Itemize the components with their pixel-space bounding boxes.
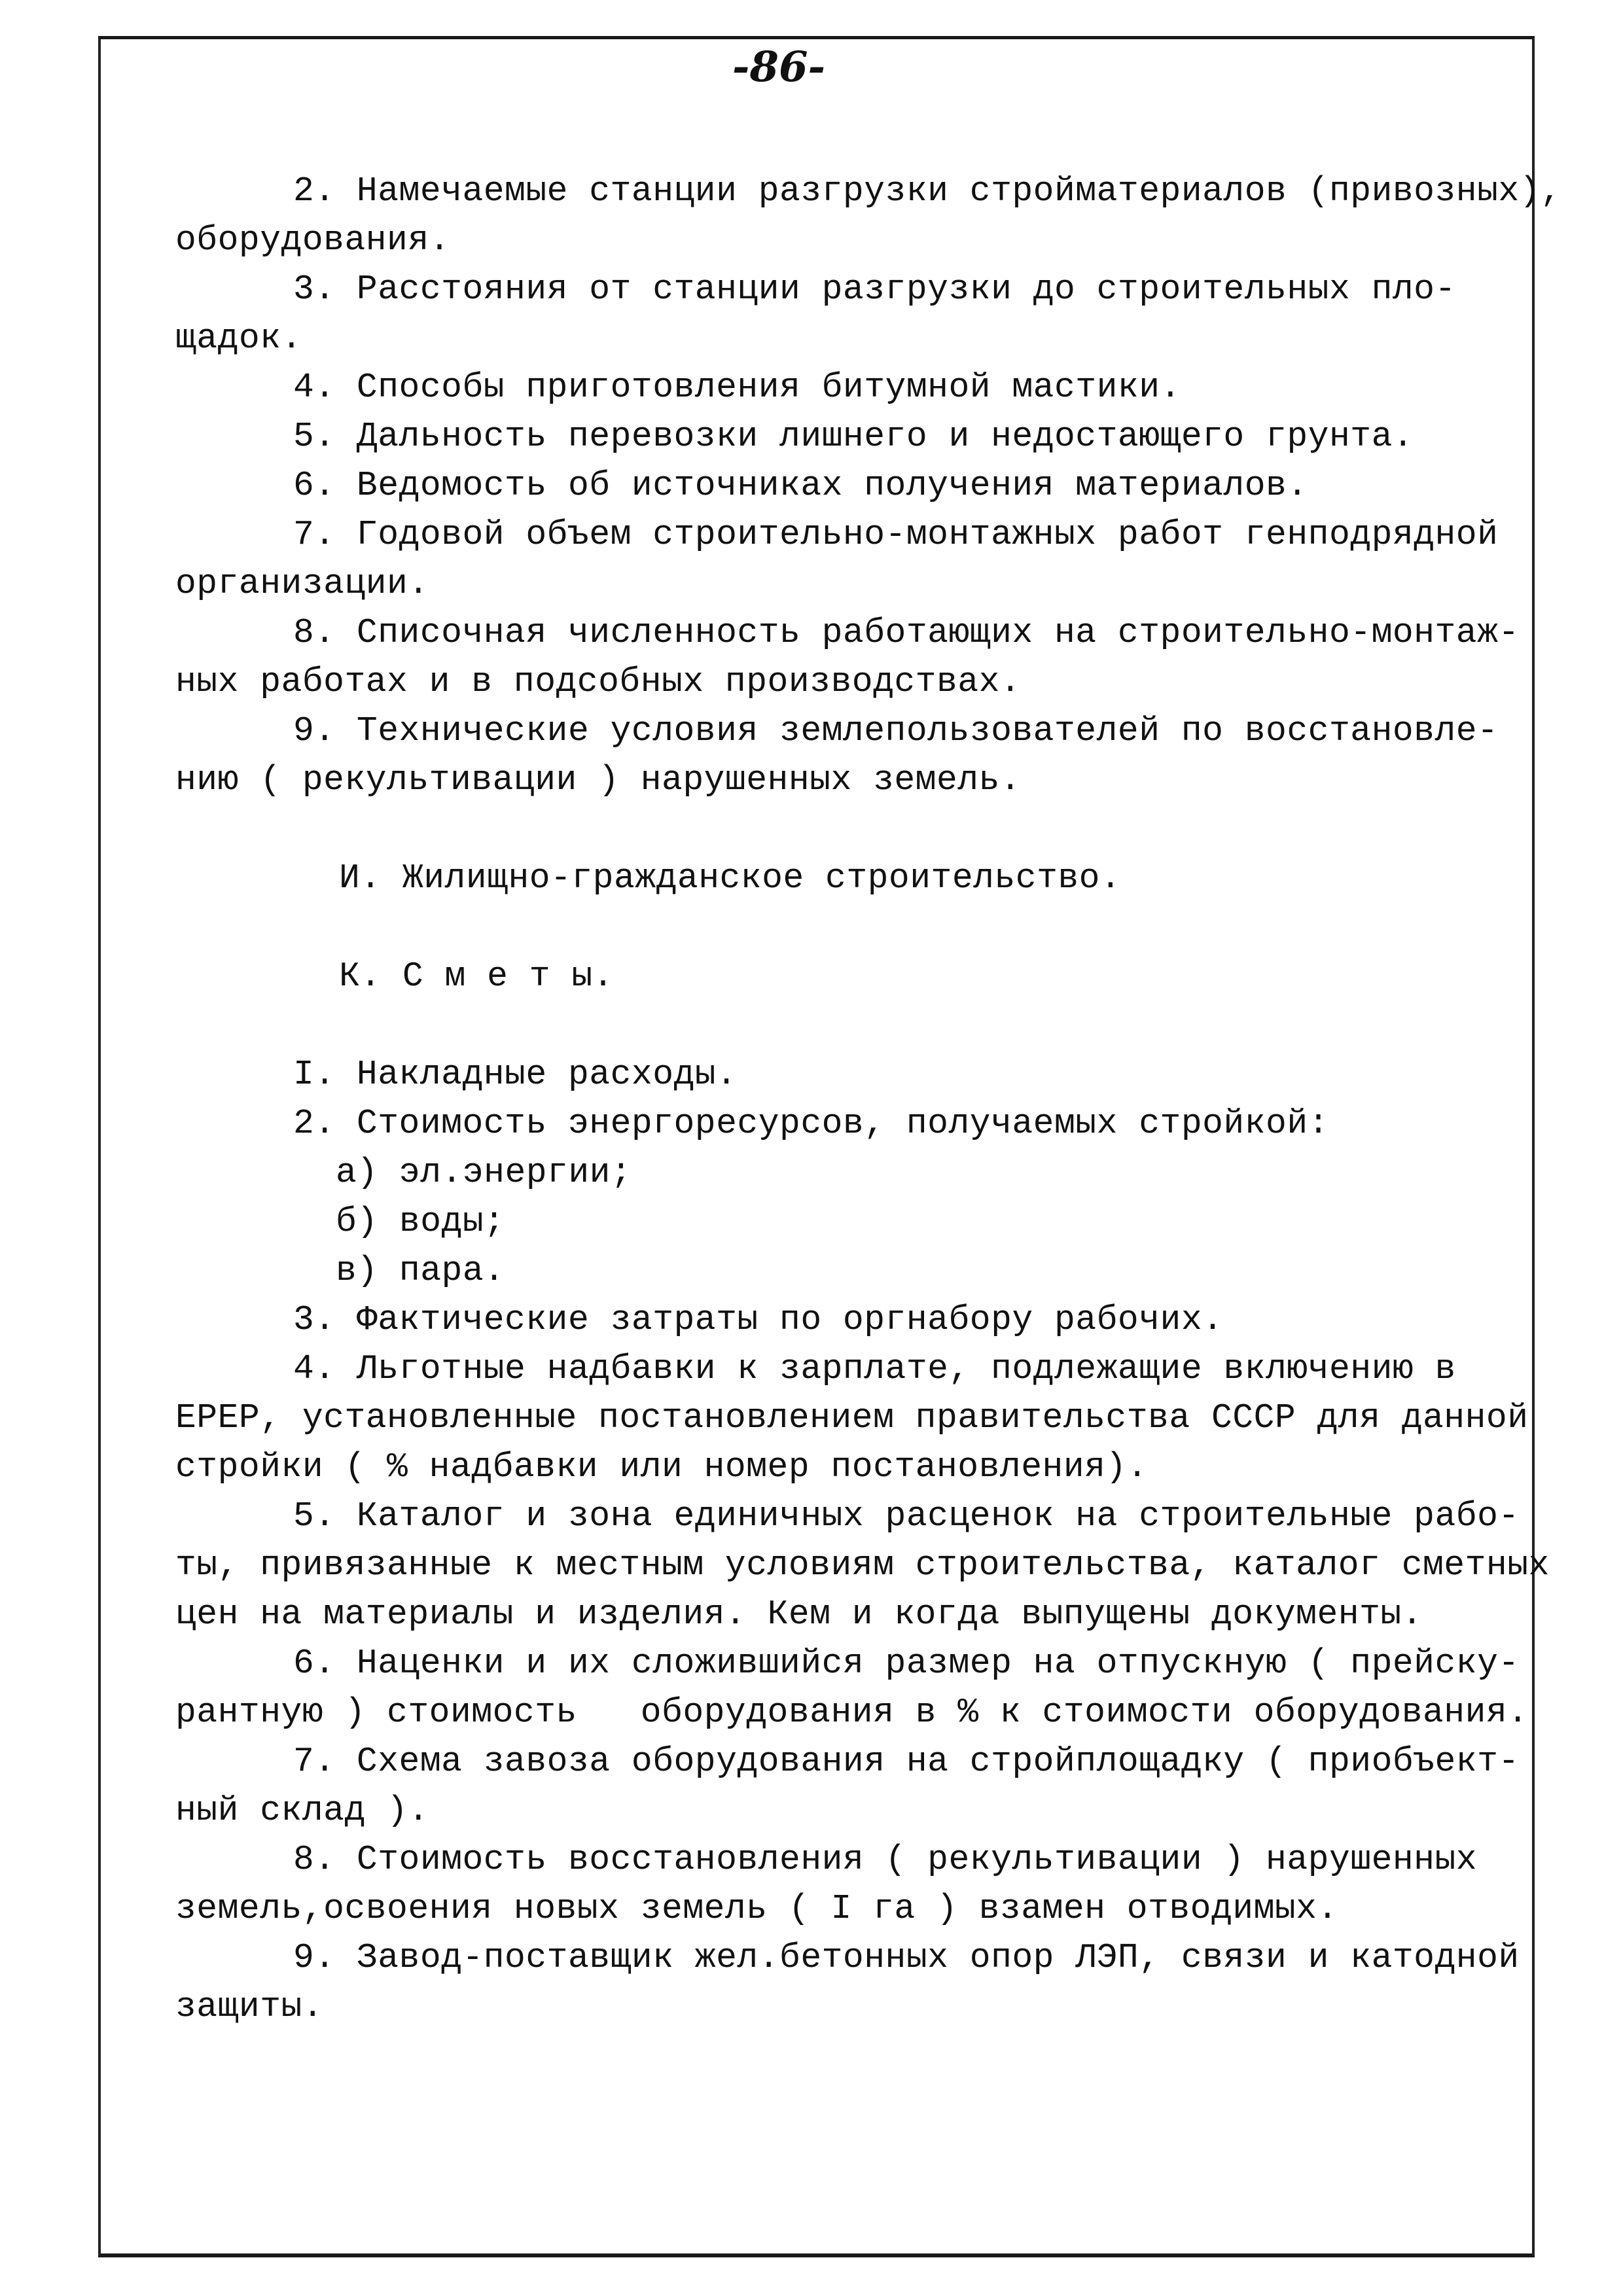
sub-item: б) воды; bbox=[336, 1202, 505, 1241]
text-line: защиты. bbox=[175, 1987, 324, 2026]
text-line: 4. Льготные надбавки к зарплате, подлежащие включению в bbox=[293, 1349, 1456, 1388]
text-line: организации. bbox=[175, 564, 429, 603]
text-line: 8. Списочная численность работающих на строительно-монтаж- bbox=[293, 613, 1520, 652]
text-line: 6. Наценки и их сложившийся размер на отпускную ( прейску- bbox=[293, 1644, 1520, 1683]
text-line: 4. Способы приготовления битумной мастики. bbox=[293, 368, 1181, 407]
text-line: 9. Технические условия землепользователей по восстановле- bbox=[293, 711, 1499, 751]
text-line: 7. Схема завоза оборудования на стройплощадку ( приобъект- bbox=[293, 1742, 1520, 1781]
text-line: 8. Стоимость восстановления ( рекультивации ) нарушенных bbox=[293, 1840, 1478, 1879]
text-line: оборудования. bbox=[175, 221, 450, 260]
sub-item: а) эл.энергии; bbox=[336, 1153, 632, 1192]
text-line: 9. Завод-поставщик жел.бетонных опор ЛЭП, связи и катодной bbox=[293, 1938, 1520, 1977]
text-line: нию ( рекультивации ) нарушенных земель. bbox=[175, 760, 1022, 800]
text-line: 7. Годовой объем строительно-монтажных работ генподрядной bbox=[293, 515, 1499, 554]
text-line: 5. Каталог и зона единичных расценок на строительные рабо- bbox=[293, 1496, 1520, 1536]
page-number: -86- bbox=[732, 43, 826, 92]
spacer bbox=[175, 1001, 1517, 1050]
sub-item: в) пара. bbox=[336, 1251, 505, 1290]
text-line: стройки ( % надбавки или номер постановления). bbox=[175, 1447, 1149, 1487]
text-line: 3. Фактические затраты по оргнабору рабочих. bbox=[293, 1300, 1224, 1339]
text-line: 6. Ведомость об источниках получения материалов. bbox=[293, 466, 1308, 505]
text-line: I. Накладные расходы. bbox=[293, 1055, 738, 1094]
text-line: щадок. bbox=[175, 319, 302, 358]
text-line: 2. Стоимость энергоресурсов, получаемых стройкой: bbox=[293, 1104, 1329, 1143]
text-line: цен на материалы и изделия. Кем и когда выпущены документы. bbox=[175, 1595, 1423, 1634]
document-body bbox=[175, 167, 1562, 2032]
text-line: ный склад ). bbox=[175, 1791, 429, 1830]
text-line: земель,освоения новых земель ( I га ) взамен отводимых. bbox=[175, 1889, 1338, 1928]
text-line: 5. Дальность перевозки лишнего и недостающего грунта. bbox=[293, 417, 1414, 456]
text-line: 3. Расстояния от станции разгрузки до строительных пло- bbox=[293, 270, 1456, 309]
spacer bbox=[175, 903, 1517, 952]
text-line: ты, привязанные к местным условиям строительства, каталог сметных bbox=[175, 1545, 1550, 1585]
text-line: рантную ) стоимость оборудования в % к стоимости оборудования. bbox=[175, 1693, 1529, 1732]
section-heading: И. Жилищно-гражданское строительство. bbox=[339, 858, 1122, 898]
text-line: ных работах и в подсобных производствах. bbox=[175, 662, 1022, 701]
spacer bbox=[175, 805, 1517, 854]
text-line: ЕРЕР, установленные постановлением правительства СССР для данной bbox=[175, 1398, 1529, 1438]
text-line: 2. Намечаемые станции разгрузки стройматериалов (привозных), bbox=[293, 171, 1562, 211]
section-heading: К. С м е т ы. bbox=[339, 957, 614, 996]
